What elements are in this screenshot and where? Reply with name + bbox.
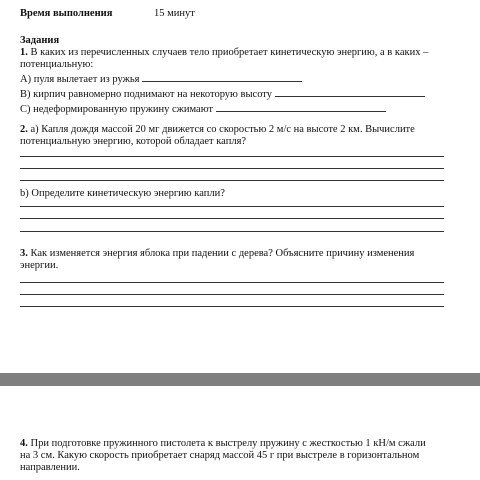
answer-line[interactable]: [20, 306, 444, 307]
question-2: [20, 124, 444, 148]
answer-blank-a[interactable]: [142, 71, 302, 82]
time-value: 15 минут: [154, 8, 195, 19]
time-label: Время выполнения: [20, 8, 113, 19]
answer-line[interactable]: [20, 282, 444, 283]
answer-blank-b[interactable]: [275, 86, 425, 97]
question-4-text-line1: При подготовке пружинного пистолета к выстрелу пружину с жесткостью 1 кН/м сжали: [30, 438, 426, 449]
question-2a-text-line1: а) Капля дождя массой 20 мг движется со скоростью 2 м/с на высоте 2 км. Вычислите: [30, 124, 415, 135]
question-1-text-line2: потенциальную:: [20, 59, 94, 70]
page-separator: [0, 373, 480, 386]
question-4-text-line2: на 3 см. Какую скорость приобретает снаряд массой 45 г при выстреле в горизонтальном: [20, 450, 420, 461]
answer-line[interactable]: [20, 180, 444, 181]
answer-line[interactable]: [20, 218, 444, 219]
tasks-title: Задания: [20, 35, 60, 46]
answer-line[interactable]: [20, 206, 444, 207]
question-4: [20, 438, 444, 474]
question-2b-text: b) Определите кинетическую энергию капли?: [20, 188, 225, 199]
question-1-text-line1: В каких из перечисленных случаев тело приобретает кинетическую энергию, а в каких –: [30, 47, 429, 58]
question-3-text-line1: Как изменяется энергия яблока при падении с дерева? Объясните причину изменения: [30, 248, 415, 259]
question-3-text-line2: энергии.: [20, 260, 59, 271]
worksheet-page-2: [0, 386, 480, 480]
answer-line[interactable]: [20, 294, 444, 295]
answer-line[interactable]: [20, 156, 444, 157]
question-4-text-line3: направлении.: [20, 462, 80, 473]
question-1: [20, 47, 444, 116]
question-1-option-a: А) пуля вылетает из ружья: [20, 71, 444, 86]
question-1-option-b: В) кирпич равномерно поднимают на некоторую высоту: [20, 86, 444, 101]
question-3: [20, 248, 444, 272]
question-2b: [20, 188, 444, 200]
answer-line[interactable]: [20, 168, 444, 169]
question-2-number: 2.: [20, 124, 28, 135]
question-3-number: 3.: [20, 248, 28, 259]
question-1-option-c: С) недеформированную пружину сжимают: [20, 101, 444, 116]
question-2a-text-line2: потенциальную энергию, которой обладает капля?: [20, 136, 247, 147]
answer-blank-c[interactable]: [216, 101, 386, 112]
time-row: [20, 8, 460, 22]
question-1-number: 1.: [20, 47, 28, 58]
question-4-number: 4.: [20, 438, 28, 449]
answer-line[interactable]: [20, 231, 444, 232]
